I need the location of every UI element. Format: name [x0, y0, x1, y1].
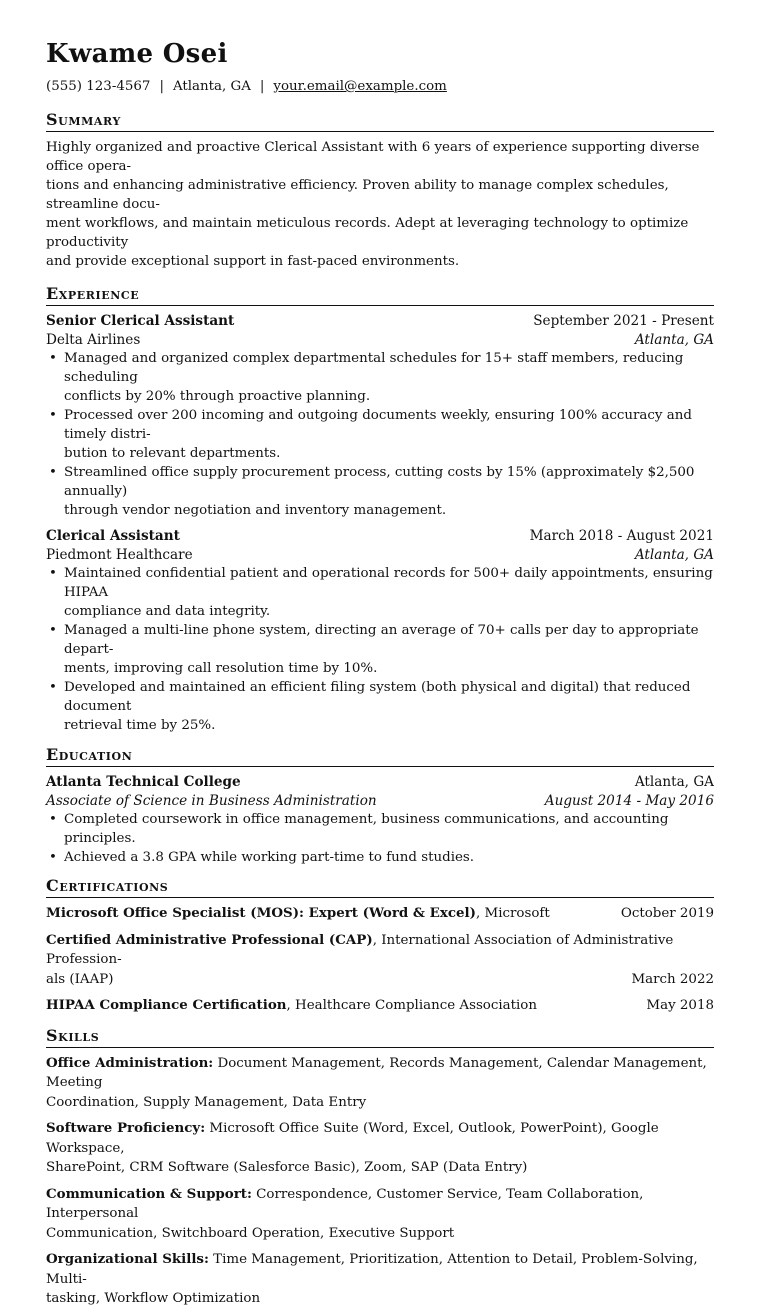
cert-name: Certified Administrative Professional (CAP) [46, 931, 373, 948]
cert-issuer: , Microsoft [475, 906, 550, 921]
summary-line: tions and enhancing administrative efficiency. Proven ability to manage complex schedules, streamline docu- [46, 178, 669, 212]
section-title-certifications: Certifications [46, 876, 714, 898]
bullet-item: • Maintained confidential patient and operational records for 500+ daily appointments, ensuring HIPAA compliance and data integrity. [49, 566, 713, 619]
bullet-item: • Achieved a 3.8 GPA while working part-time to fund studies. [49, 850, 475, 865]
phone: (555) 123-4567 [46, 79, 151, 94]
separator: | [259, 79, 265, 94]
email-link[interactable]: your.email@example.com [273, 79, 447, 94]
skill-label: Office Administration: [46, 1054, 214, 1071]
bullet-item: • Completed coursework in office management, business communications, and accounting principles. [49, 812, 669, 846]
cert-issuer-cont: als (IAAP) [46, 971, 114, 987]
job-company: Delta Airlines [46, 331, 141, 348]
cert-date: March 2022 [631, 971, 714, 987]
location: Atlanta, GA [172, 79, 251, 94]
section-title-skills: Skills [46, 1026, 714, 1048]
cert-issuer: , Healthcare Compliance Association [286, 998, 537, 1013]
job-dates: September 2021 - Present [533, 313, 714, 329]
skill-group: Communication & Support: Correspondence, Customer Service, Team Collaboration, Interpersonal Communication, Switchboard Operation, Executive Support [46, 1185, 644, 1241]
cert-date: May 2018 [646, 998, 714, 1013]
skill-label: Communication & Support: [46, 1185, 252, 1202]
skill-label: Organizational Skills: [46, 1251, 209, 1267]
bullet-item: • Developed and maintained an efficient filing system (both physical and digital) that reduced document retrieval time by 25%. [49, 680, 691, 733]
job-bullets [46, 564, 714, 735]
bullet-item: • Streamlined office supply procurement process, cutting costs by 15% (approximately $2,500 annually) through vendor negotiation and inventory management. [49, 465, 695, 518]
job-entry [46, 527, 714, 735]
summary-line: Highly organized and proactive Clerical Assistant with 6 years of experience supporting diverse office opera- [46, 140, 700, 174]
contact-line [46, 78, 714, 96]
job-role: Clerical Assistant [46, 528, 180, 544]
job-dates: March 2018 - August 2021 [529, 528, 714, 544]
candidate-name: Kwame Osei [46, 39, 228, 69]
section-title-experience: Experience [46, 284, 714, 306]
summary-line: and provide exceptional support in fast-paced environments. [46, 254, 460, 269]
skill-group: Software Proficiency: Microsoft Office Suite (Word, Excel, Outlook, PowerPoint), Google Workspace, SharePoint, CRM Software (Salesforce Basic), Zoom, SAP (Data Entry) [46, 1120, 659, 1175]
skills-list [46, 1054, 714, 1309]
bullet-item: • Processed over 200 incoming and outgoing documents weekly, ensuring 100% accuracy and timely distri- bution to relevant departments. [49, 408, 692, 461]
summary-text [46, 138, 714, 271]
section-title-summary: Summary [46, 110, 714, 132]
job-location: Atlanta, GA [634, 546, 714, 563]
cert-issuer: , International Association of Administrative Profession- [46, 932, 674, 967]
skill-group: Office Administration: Document Management, Records Management, Calendar Management, Meeting Coordination, Supply Management, Data Entry [46, 1054, 707, 1110]
certification-item [46, 931, 714, 990]
bullet-item: • Managed and organized complex departmental schedules for 15+ staff members, reducing scheduling conflicts by 20% through proactive planning. [49, 351, 684, 404]
education-bullets [46, 810, 714, 867]
job-company: Piedmont Healthcare [46, 546, 193, 563]
cert-name: HIPAA Compliance Certification [46, 997, 287, 1013]
certification-item [46, 904, 714, 924]
cert-date: October 2019 [620, 906, 714, 921]
job-entry [46, 312, 714, 520]
education-dates: August 2014 - May 2016 [544, 792, 714, 809]
resume-page [46, 0, 714, 1309]
bullet-item: • Managed a multi-line phone system, directing an average of 70+ calls per day to appropriate depart- ments, improving call resolution time by 10%. [49, 623, 699, 676]
job-role: Senior Clerical Assistant [46, 313, 235, 329]
skill-label: Software Proficiency: [46, 1120, 206, 1136]
job-location: Atlanta, GA [634, 331, 714, 348]
separator: | [159, 79, 164, 94]
job-bullets [46, 349, 714, 520]
skill-group: Organizational Skills: Time Management, Prioritization, Attention to Detail, Problem-Solving, Multi- tasking, Workflow Optimization [46, 1251, 698, 1306]
education-entry [46, 773, 714, 867]
cert-name: Microsoft Office Specialist (MOS): Expert (Word & Excel) [46, 905, 476, 921]
section-title-education: Education [46, 745, 714, 767]
school-name: Atlanta Technical College [46, 774, 241, 790]
certification-item [46, 996, 714, 1016]
degree: Associate of Science in Business Administration [46, 792, 377, 809]
certifications-list [46, 904, 714, 1016]
summary-line: ment workflows, and maintain meticulous records. Adept at leveraging technology to optimize productivity [46, 216, 689, 250]
school-location: Atlanta, GA [634, 774, 714, 790]
